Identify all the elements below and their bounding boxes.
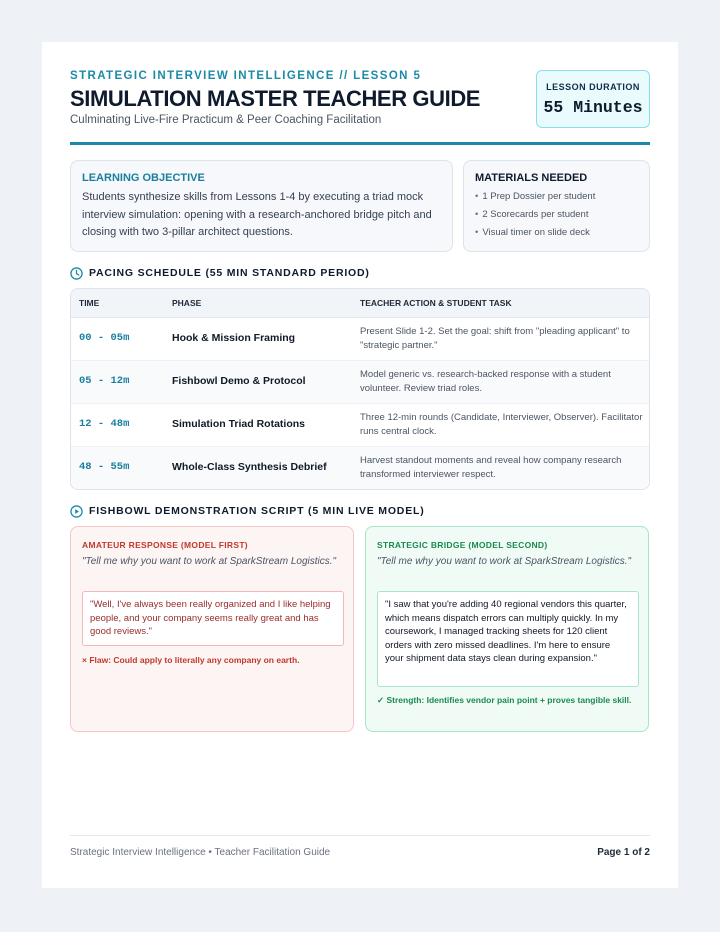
row-phase: Fishbowl Demo & Protocol (172, 375, 306, 387)
column-header-time: TIME (79, 298, 100, 308)
pacing-table (70, 288, 650, 490)
materials-item: • 1 Prep Dossier per student (475, 191, 595, 209)
materials-card (463, 160, 650, 252)
page-subtitle: Culminating Live-Fire Practicum & Peer Coaching Facilitation (70, 114, 382, 126)
strategic-bridge-card (365, 526, 649, 732)
row-phase: Whole-Class Synthesis Debrief (172, 461, 327, 473)
pacing-heading: PACING SCHEDULE (55 MIN STANDARD PERIOD) (89, 267, 370, 279)
materials-item: • Visual timer on slide deck (475, 227, 595, 245)
row-time: 05 - 12m (79, 375, 130, 387)
row-phase: Hook & Mission Framing (172, 332, 296, 344)
table-row (71, 361, 650, 404)
page-number: Page 1 of 2 (597, 847, 650, 858)
duration-value: 55 Minutes (543, 98, 643, 117)
guide-page (42, 42, 678, 888)
fishbowl-section-header (70, 504, 650, 520)
row-task: Harvest standout moments and reveal how company research transformed interviewer respect. (360, 455, 622, 480)
objective-text: Students synthesize skills from Lessons 1-4 by executing a triad mock interview simulation: opening with a research-anchored bridge pitch and closing with two 3-pillar architect questions. (82, 191, 432, 238)
strategic-response-quote: "I saw that you're adding 40 regional vendors this quarter, which means dispatch errors can multiply quickly. In my coursework, I managed tracking sheets for 120 client orders with zero missed deadlines. I'm here to ensure your shipment data stays clean during expansion." (377, 591, 639, 687)
row-task: Three 12-min rounds (Candidate, Interviewer, Observer). Facilitator runs central clock. (360, 412, 643, 437)
table-header (71, 289, 650, 318)
materials-item: • 2 Scorecards per student (475, 209, 595, 227)
footer-divider (70, 835, 650, 836)
pacing-section-header (70, 266, 650, 282)
eyebrow-label: STRATEGIC INTERVIEW INTELLIGENCE // LESSON 5 (70, 70, 422, 82)
strategic-heading: STRATEGIC BRIDGE (MODEL SECOND) (377, 540, 548, 550)
strategic-strength-note: ✓ Strength: Identifies vendor pain point + proves tangible skill. (377, 695, 632, 705)
materials-list (475, 191, 595, 245)
amateur-heading: AMATEUR RESPONSE (MODEL FIRST) (82, 540, 248, 550)
row-time: 00 - 05m (79, 332, 130, 344)
strategic-prompt: "Tell me why you want to work at SparkStream Logistics." (377, 556, 632, 567)
amateur-response-card (70, 526, 354, 732)
fishbowl-heading: FISHBOWL DEMONSTRATION SCRIPT (5 MIN LIVE MODEL) (89, 505, 425, 517)
header-divider (70, 142, 650, 145)
row-phase: Simulation Triad Rotations (172, 418, 306, 430)
row-time: 12 - 48m (79, 418, 130, 430)
clock-icon (70, 267, 83, 280)
table-row (71, 318, 650, 361)
materials-heading: MATERIALS NEEDED (475, 172, 588, 184)
row-task: Model generic vs. research-backed response with a student volunteer. Review triad roles. (360, 369, 611, 394)
column-header-task: TEACHER ACTION & STUDENT TASK (360, 298, 512, 308)
amateur-prompt: "Tell me why you want to work at SparkStream Logistics." (82, 556, 337, 567)
play-circle-icon (70, 505, 83, 518)
duration-label: LESSON DURATION (546, 82, 640, 92)
page-header (70, 70, 650, 150)
page-title: SIMULATION MASTER TEACHER GUIDE (70, 86, 481, 111)
amateur-flaw-note: × Flaw: Could apply to literally any company on earth. (82, 655, 300, 665)
row-time: 48 - 55m (79, 461, 130, 473)
amateur-response-quote: "Well, I've always been really organized and I like helping people, and your company seems really great and has good reviews." (82, 591, 344, 646)
footer-source: Strategic Interview Intelligence • Teacher Facilitation Guide (70, 847, 331, 858)
column-header-phase: PHASE (172, 298, 202, 308)
lesson-duration-badge (536, 70, 650, 128)
learning-objective-card (70, 160, 453, 252)
table-row (71, 447, 650, 490)
objective-heading: LEARNING OBJECTIVE (82, 172, 205, 184)
table-row (71, 404, 650, 447)
row-task: Present Slide 1-2. Set the goal: shift from "pleading applicant" to "strategic partner." (360, 326, 630, 351)
